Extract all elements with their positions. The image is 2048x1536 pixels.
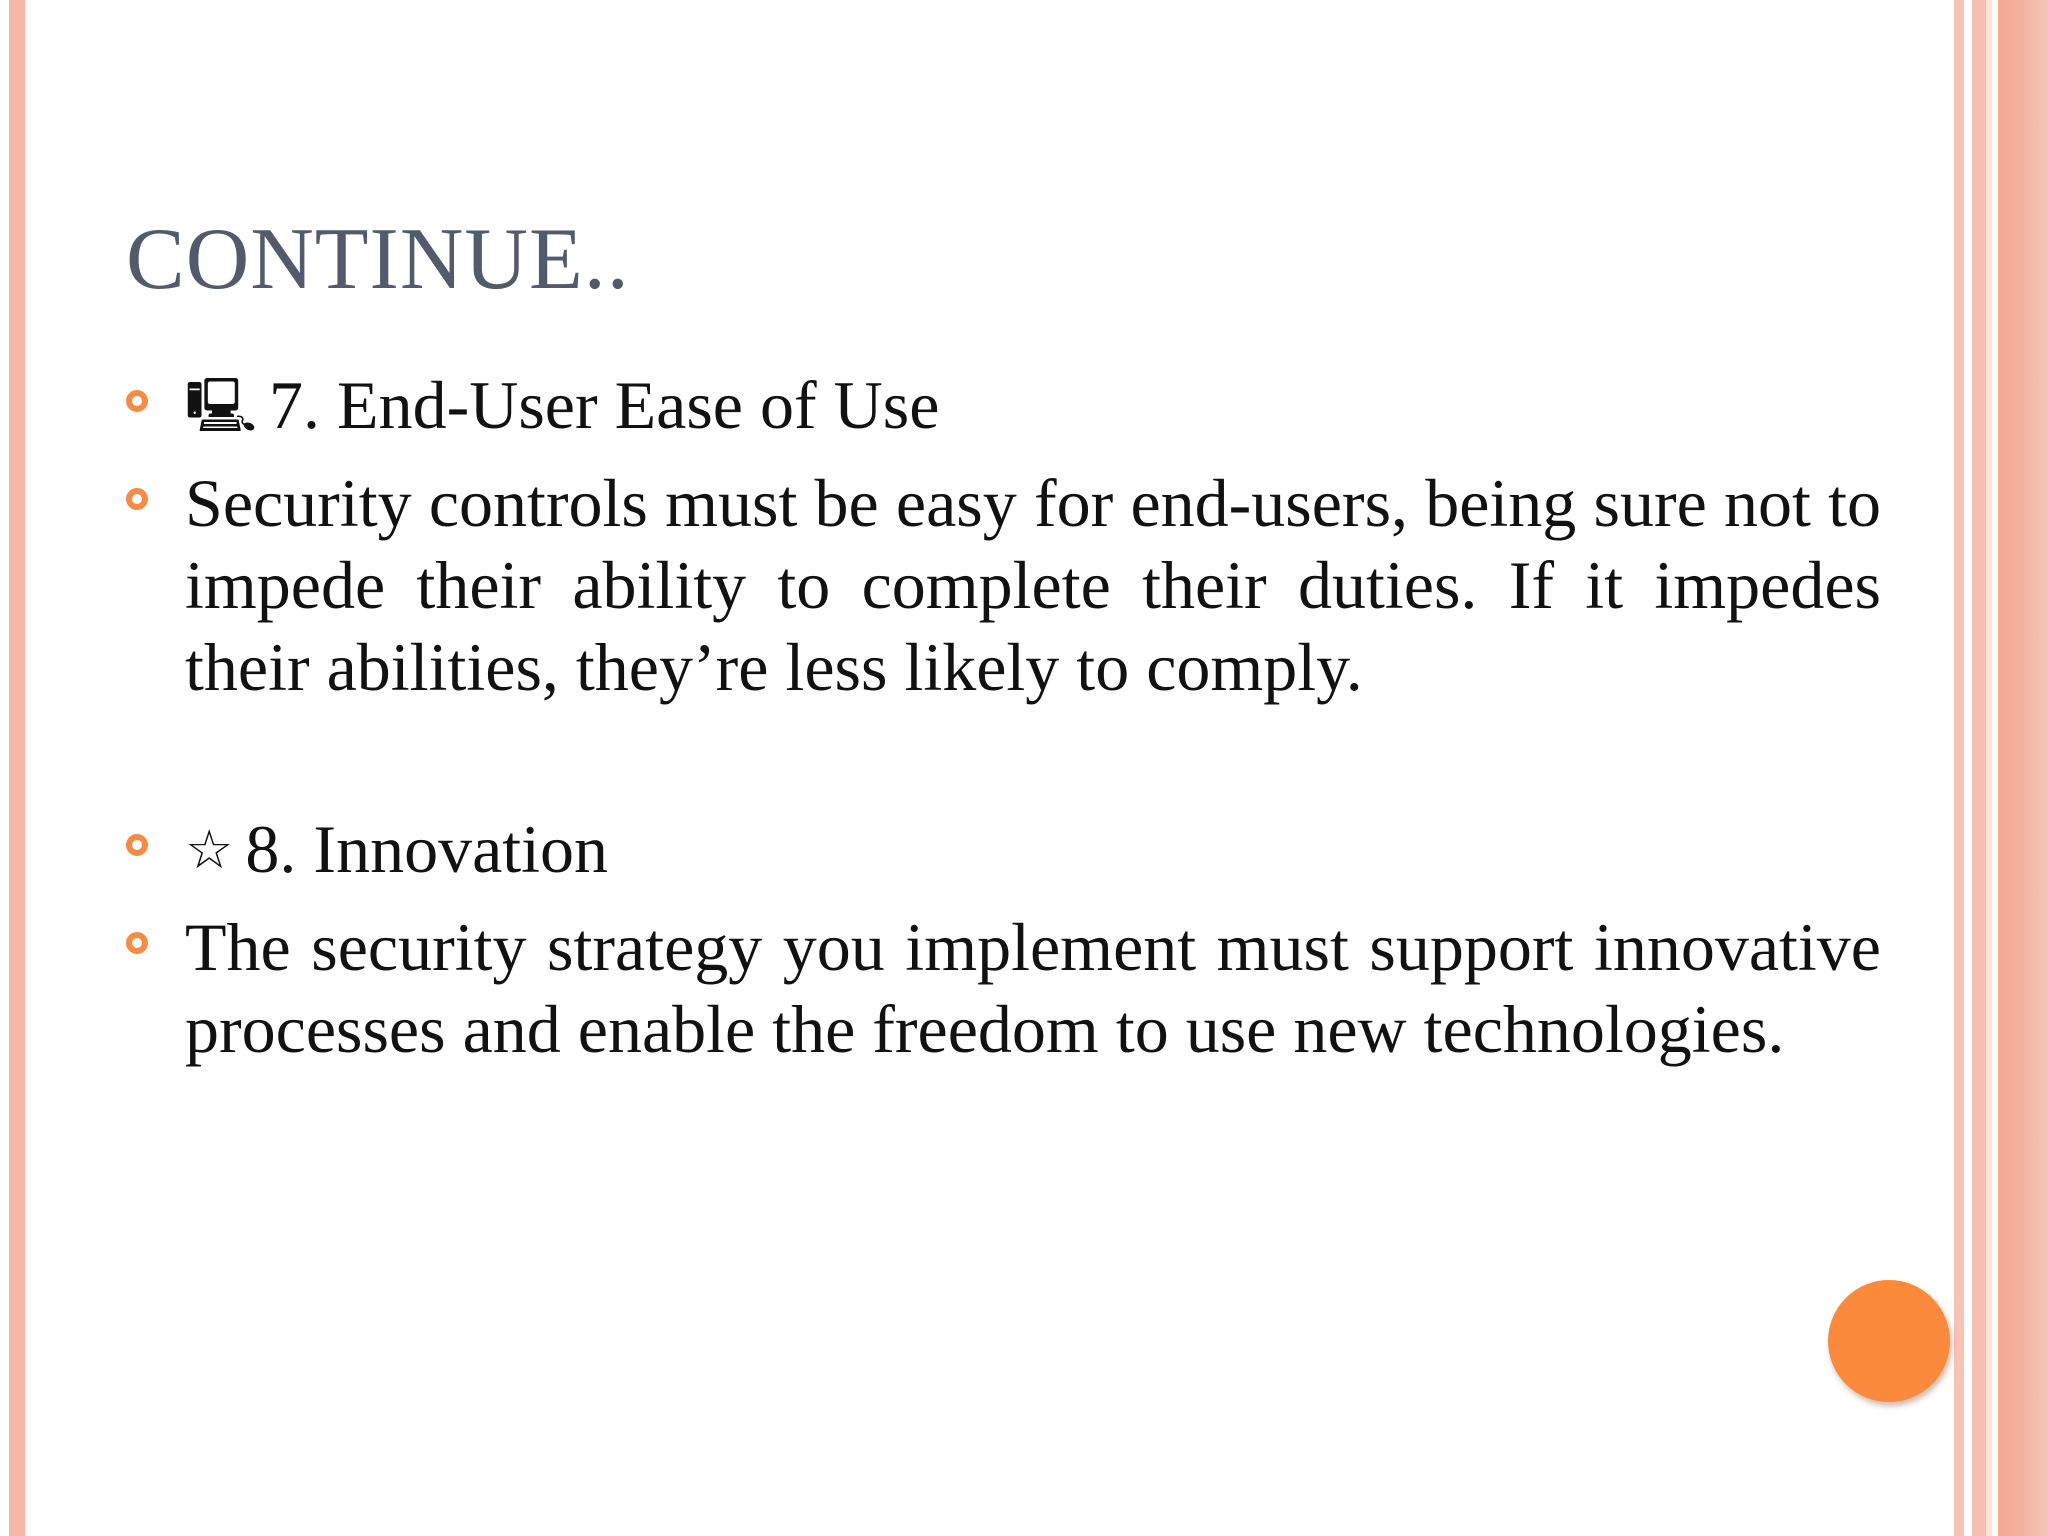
bullet-text [185,808,1881,891]
stripe [1998,0,2048,1536]
bullet-text [185,364,1881,447]
bullet-text: Security controls must be easy for end-users, being sure not to impede their ability to complete their duties. If it impedes their abilities, they’re less likely to comply. [185,465,1881,705]
stripe [1972,0,1986,1536]
slide-title: CONTINUE.. [126,211,630,308]
slide-nav-circle-icon[interactable] [1828,1280,1950,1402]
bullet-heading: 8. Innovation [245,811,609,887]
bullet-marker-icon [126,488,148,510]
left-accent-bar [9,0,25,1536]
star-icon: ☆ [185,818,234,881]
stripe [1964,0,1972,1536]
bullet-text: The security strategy you implement must support innovative processes and enable the freedom to use new technologies. [185,909,1881,1067]
bullet-heading: 7. End-User Ease of Use [269,367,940,443]
right-decorative-stripes [1954,0,2048,1536]
stripe [1954,0,1964,1536]
bullet-marker-icon [126,932,148,954]
computer-icon: 🖳 [185,374,258,437]
bullet-marker-icon [126,390,148,412]
bullet-marker-icon [126,834,148,856]
